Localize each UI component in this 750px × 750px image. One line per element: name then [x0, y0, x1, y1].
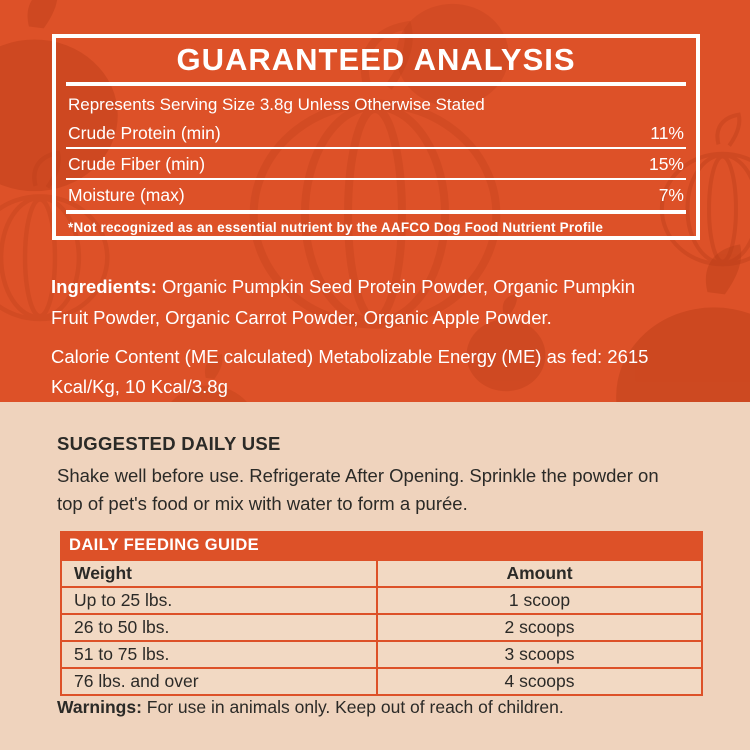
ingredients-label: Ingredients: [51, 275, 157, 297]
nutrient-row [66, 118, 686, 149]
nutrient-name: Crude Fiber (min) [68, 154, 206, 174]
weight-cell: Up to 25 lbs. [61, 587, 377, 614]
divider [66, 82, 686, 86]
divider [66, 210, 686, 214]
usage-instructions: Shake well before use. Refrigerate After Opening. Sprinkle the powder on top of pet's food or mix with water to form a purée. [57, 465, 659, 514]
warnings-body: For use in animals only. Keep out of reach of children. [141, 697, 564, 717]
table-header-row [61, 560, 702, 587]
daily-feeding-guide [60, 531, 703, 696]
guaranteed-analysis-title: GUARANTEED ANALYSIS [176, 42, 576, 77]
feeding-guide-table [60, 559, 703, 696]
ingredients-text [51, 271, 676, 333]
column-header-weight: Weight [61, 560, 377, 587]
amount-cell: 4 scoops [377, 668, 702, 695]
weight-cell: 51 to 75 lbs. [61, 641, 377, 668]
weight-cell: 76 lbs. and over [61, 668, 377, 695]
warnings-text [57, 697, 564, 718]
nutrient-row [66, 149, 686, 180]
table-row [61, 587, 702, 614]
guaranteed-analysis-box [52, 34, 700, 240]
table-row [61, 668, 702, 695]
ingredients-list: Organic Pumpkin Seed Protein Powder, Organic Pumpkin Fruit Powder, Organic Carrot Powder, Organic Apple Powder. [51, 275, 636, 328]
amount-cell: 1 scoop [377, 587, 702, 614]
warnings-label: Warnings: [57, 697, 142, 717]
amount-cell: 2 scoops [377, 614, 702, 641]
nutrient-value: 7% [658, 185, 684, 205]
nutrient-table [66, 118, 686, 209]
serving-size-note: Represents Serving Size 3.8g Unless Otherwise Stated [68, 95, 485, 114]
nutrient-value: 15% [648, 154, 684, 174]
column-header-amount: Amount [377, 560, 702, 587]
nutrient-value: 11% [650, 123, 684, 143]
feeding-guide-header: DAILY FEEDING GUIDE [60, 531, 703, 559]
suggested-daily-use-title: SUGGESTED DAILY USE [57, 433, 281, 454]
weight-cell: 26 to 50 lbs. [61, 614, 377, 641]
nutrient-row [66, 180, 686, 209]
calorie-content-text: Calorie Content (ME calculated) Metabolizable Energy (ME) as fed: 2615 Kcal/Kg, 10 Kcal/3.8g [51, 345, 649, 397]
table-row [61, 641, 702, 668]
table-row [61, 614, 702, 641]
amount-cell: 3 scoops [377, 641, 702, 668]
nutrient-name: Moisture (max) [68, 185, 185, 205]
daily-use-section [0, 402, 750, 750]
aafco-footnote: *Not recognized as an essential nutrient by the AAFCO Dog Food Nutrient Profile [68, 220, 604, 235]
nutrient-name: Crude Protein (min) [68, 123, 221, 143]
